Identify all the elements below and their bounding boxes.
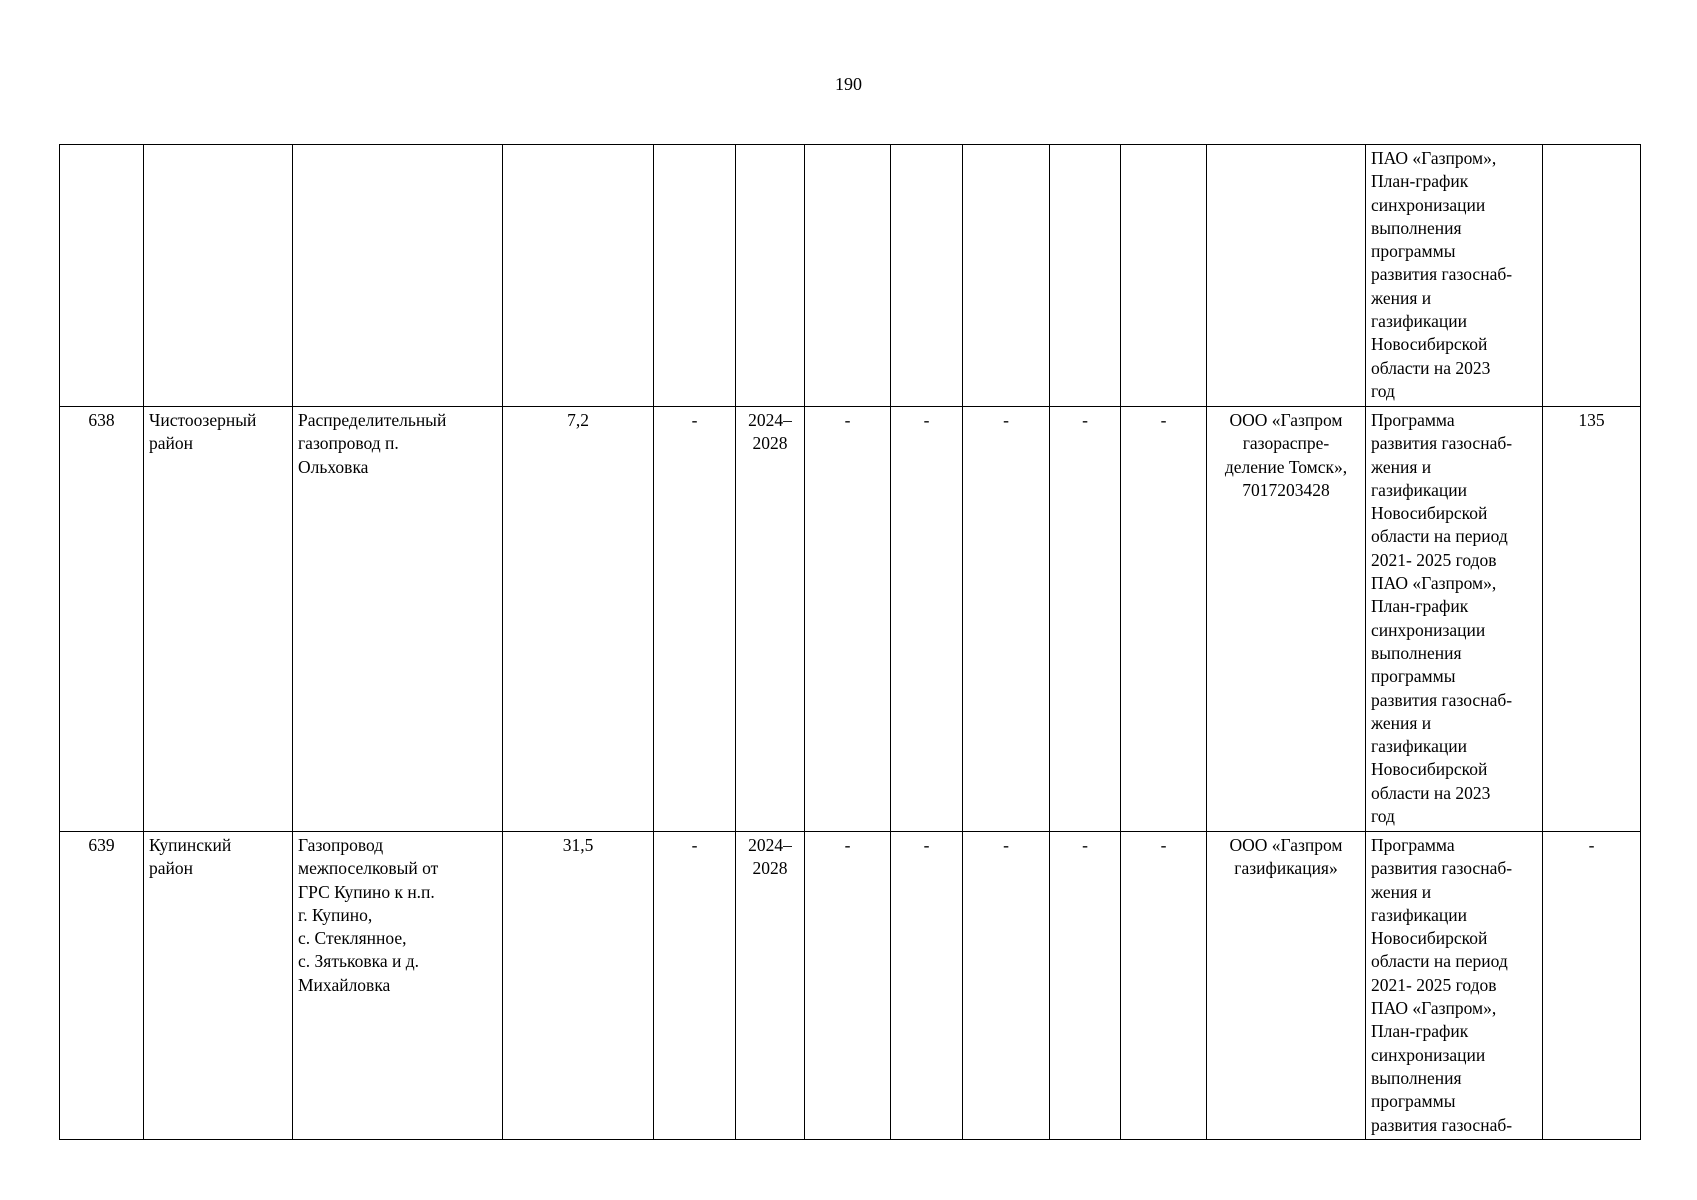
cell-district: Чистоозерный район xyxy=(144,407,293,832)
cell-col8: - xyxy=(891,407,963,832)
table-row xyxy=(60,407,1641,832)
cell-col11: - xyxy=(1121,407,1207,832)
cell-col10: - xyxy=(1050,407,1121,832)
cell-organization: ООО «Газпром газораспре- деление Томск», 7017203428 xyxy=(1207,407,1366,832)
cell-col9 xyxy=(963,145,1050,407)
cell-col10 xyxy=(1050,145,1121,407)
cell-number: 639 xyxy=(60,832,144,1140)
cell-last xyxy=(1543,145,1641,407)
table-row xyxy=(60,832,1641,1140)
cell-number: 638 xyxy=(60,407,144,832)
cell-object: Газопровод межпоселковый от ГРС Купино к н.п. г. Купино, с. Стеклянное, с. Зятьковка и д. Михайловка xyxy=(293,832,503,1140)
cell-col9: - xyxy=(963,832,1050,1140)
cell-basis: ПАО «Газпром», План-график синхронизации выполнения программы развития газоснаб- жения и газификации Новосибирской области на 2023 год xyxy=(1366,145,1543,407)
table-row xyxy=(60,145,1641,407)
cell-col11: - xyxy=(1121,832,1207,1140)
cell-object: Распределительный газопровод п. Ольховка xyxy=(293,407,503,832)
cell-district xyxy=(144,145,293,407)
cell-period: 2024– 2028 xyxy=(736,832,805,1140)
cell-col7: - xyxy=(805,832,891,1140)
cell-length: 7,2 xyxy=(503,407,654,832)
cell-length: 31,5 xyxy=(503,832,654,1140)
cell-district: Купинский район xyxy=(144,832,293,1140)
cell-col8 xyxy=(891,145,963,407)
gas-program-table xyxy=(59,144,1641,1140)
cell-col10: - xyxy=(1050,832,1121,1140)
cell-organization: ООО «Газпром газификация» xyxy=(1207,832,1366,1140)
cell-col7: - xyxy=(805,407,891,832)
cell-col8: - xyxy=(891,832,963,1140)
page-number: 190 xyxy=(835,74,862,94)
cell-number xyxy=(60,145,144,407)
cell-col5 xyxy=(654,145,736,407)
cell-col5: - xyxy=(654,832,736,1140)
cell-organization xyxy=(1207,145,1366,407)
cell-length xyxy=(503,145,654,407)
cell-basis: Программа развития газоснаб- жения и газификации Новосибирской области на период 2021- 2025 годов ПАО «Газпром», План-график синхронизации выполнения программы развития газоснаб- жения и газификации Новосибирской области на 2023 год xyxy=(1366,407,1543,832)
cell-period xyxy=(736,145,805,407)
cell-col9: - xyxy=(963,407,1050,832)
cell-col5: - xyxy=(654,407,736,832)
cell-basis: Программа развития газоснаб- жения и газификации Новосибирской области на период 2021- 2025 годов ПАО «Газпром», План-график синхронизации выполнения программы развития газоснаб- xyxy=(1366,832,1543,1140)
cell-last: - xyxy=(1543,832,1641,1140)
cell-period: 2024– 2028 xyxy=(736,407,805,832)
cell-object xyxy=(293,145,503,407)
cell-col7 xyxy=(805,145,891,407)
cell-last: 135 xyxy=(1543,407,1641,832)
cell-col11 xyxy=(1121,145,1207,407)
